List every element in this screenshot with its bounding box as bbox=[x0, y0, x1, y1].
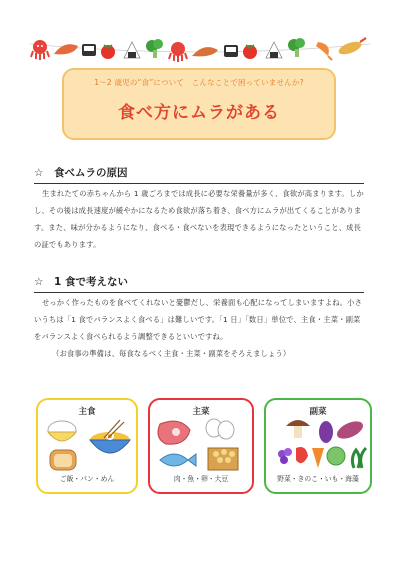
sushi-roll-icon bbox=[224, 45, 238, 57]
onigiri-icon bbox=[124, 42, 140, 58]
food-garland bbox=[28, 34, 372, 64]
section-heading-one-meal bbox=[34, 273, 364, 293]
star-icon: ☆ bbox=[34, 167, 44, 179]
note: （お食事の準備は、毎食なるべく主食・主菜・副菜をそろえましょう） bbox=[52, 349, 291, 358]
tomato-icon bbox=[101, 45, 115, 59]
food-group-label: 副菜 bbox=[309, 407, 327, 417]
staple-food-icon bbox=[38, 416, 140, 476]
food-group-caption: 野菜・きのこ・いも・海藻 bbox=[277, 475, 359, 483]
broccoli-icon bbox=[146, 39, 163, 58]
broccoli-icon bbox=[288, 38, 305, 57]
section-heading-text: 1 食で考えない bbox=[54, 276, 128, 288]
star-icon: ☆ bbox=[34, 276, 44, 288]
shrimp-icon bbox=[316, 42, 332, 60]
side-dish-icon bbox=[266, 416, 374, 476]
banner-subtitle: 1〜2 歳児の“食”について こんなことで困っていませんか? bbox=[94, 78, 304, 87]
food-group-label: 主食 bbox=[78, 407, 96, 417]
food-group-side bbox=[264, 398, 372, 494]
section-body-one-meal bbox=[34, 294, 366, 362]
title-banner bbox=[62, 68, 336, 140]
food-group-label: 主菜 bbox=[192, 407, 210, 417]
section-body-cause bbox=[34, 185, 366, 253]
paragraph: せっかく作ったものを食べてくれないと憂鬱だし、栄養面も心配になってしまいますよね。小さいうちは「1 食でバランスよく食べる」は難しいです。「1 日」「数日」単位で、主食・主菜・副菜をバランスよく食べられるよう調整できるといいですね。 bbox=[34, 298, 363, 341]
food-group-caption: 肉・魚・卵・大豆 bbox=[173, 475, 229, 483]
food-group-caption: ご飯・パン・めん bbox=[59, 475, 115, 483]
tomato-icon bbox=[243, 45, 257, 59]
food-group-staple bbox=[36, 398, 138, 494]
main-dish-icon bbox=[150, 416, 256, 476]
food-group-main bbox=[148, 398, 254, 494]
octopus-icon bbox=[31, 40, 49, 60]
paragraph: 生まれたての赤ちゃんから 1 歳ごろまでは成長に必要な栄養量が多く、食欲が高まります。しかし、その後は成長速度が緩やかになるため食欲が落ち着き、食べ方にムラが出てくることがあります。また、味が分かるようになり、食べる・食べないを表現できるようになったということ、成長の証でもあります。 bbox=[34, 189, 364, 249]
banner-title: 食べ方にムラがある bbox=[118, 103, 280, 123]
section-heading-cause bbox=[34, 164, 364, 184]
octopus-icon bbox=[169, 42, 187, 62]
fried-shrimp-icon bbox=[337, 38, 366, 57]
salmon-icon bbox=[54, 44, 78, 54]
sushi-roll-icon bbox=[82, 44, 96, 56]
section-heading-text: 食べムラの原因 bbox=[54, 167, 128, 179]
